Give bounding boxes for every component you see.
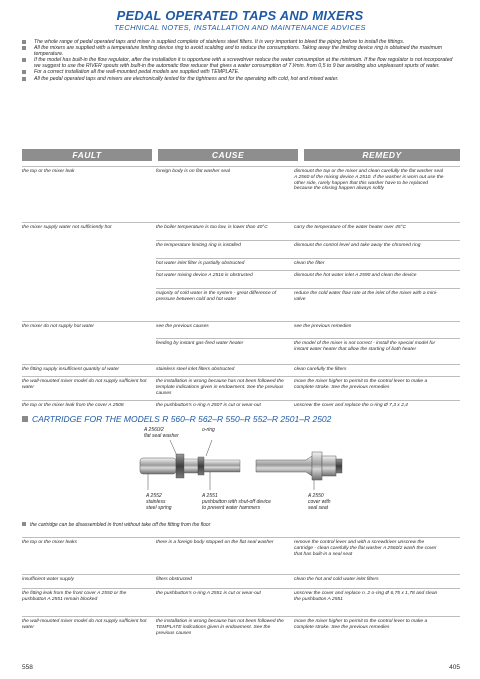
fault-cell: the top or the mixer leak from the cover A 2508 — [22, 403, 124, 408]
remedy-cell: dismount the hot water inlet A 2590 and clean the device — [294, 273, 417, 278]
page-title: PEDAL OPERATED TAPS AND MIXERS — [116, 8, 364, 23]
fault-cell: insufficient water supply — [22, 577, 74, 582]
page-number-right: 405 — [449, 664, 460, 671]
cause-cell: the temperature limiting ring is installed — [156, 243, 241, 248]
fault-cell: the fitting leak from the front cover A 2550 or the pushbutton A 2551 remain blocked — [22, 591, 127, 602]
cause-cell: hot water inlet filter is partially obstructed — [156, 261, 245, 266]
remedy-cell: dismount the top or the mixer and clean carefully the flat washer seal A 2560 of the mixing device A 2510. If the washer is worn out use the other side, rarely happen that this washer have to be replaced because the closing happen always softly — [294, 169, 444, 192]
remedy-cell: remove the control lever and with a screwdriver unscrew the cartridge - clean carefully the flat washer A 2560/2 wash the cover that has built-in a seal seat — [294, 540, 437, 557]
table-row — [22, 537, 460, 572]
cause-cell: the boiler temperature is too low, is lower than 40°C — [156, 225, 268, 230]
label-a2552: A 2552 stainless steel spring — [146, 493, 172, 511]
fault-cell: the top or the mixer leaks — [22, 540, 77, 545]
table-row — [22, 400, 460, 413]
label-a2550: A 2550 cover with seal seat — [308, 493, 331, 511]
cause-cell: stainless steel inlet filters obstructed — [156, 367, 235, 372]
cause-cell: feeding by instant gas-fired water heater — [156, 341, 244, 346]
fault-cell: the top or the mixer leak — [22, 169, 75, 174]
bullet-square-icon — [22, 40, 26, 44]
bullet-square-icon — [22, 77, 26, 81]
bullet-square-icon — [22, 46, 26, 50]
remedy-cell: clean carefully the filters — [294, 367, 347, 372]
table-row — [22, 321, 460, 334]
table-row — [156, 240, 460, 259]
cause-cell: see the previous causes — [156, 324, 209, 329]
remedy-cell: move the mixer higher to permit to the control lever to make a complete stroke. See the previous remedies — [294, 619, 428, 630]
bullet-square-icon — [22, 522, 26, 526]
remedy-cell: carry the temperature of the water heater over 45°C — [294, 225, 407, 230]
remedy-cell: move the mixer higher to permit to the control lever to make a complete stroke. See the previous remedies — [294, 379, 428, 390]
remedy-header: REMEDY — [304, 149, 460, 161]
note-item: All the mixers are supplied with a temperature limiting device ring to avoid scalding and to reduce the consumptions. Taking away the limiting device ring is obtained the maximum temperature. — [22, 45, 460, 57]
cause-cell: the installation is wrong because has not been followed the template indications given in endowment. See the previous causes — [156, 379, 284, 396]
table-row — [156, 288, 460, 313]
cause-cell: the pushbutton's o-ring A 2507 is cut or wear-out — [156, 403, 261, 408]
table-row — [22, 588, 460, 613]
table-row — [22, 166, 460, 223]
cause-cell: the installation is wrong because has not been followed the TEMPLATE indications given in endowment. See the previous causes — [156, 619, 284, 636]
table-row — [156, 338, 460, 363]
note-item: All the pedal operated taps and mixers are electronically tested for the tightness and for the operating with cold, hot and mixed water. — [22, 76, 460, 82]
fault-cell: the wall-mounted mixer model do not supply sufficient hot water — [22, 379, 147, 390]
cause-header: CAUSE — [158, 149, 298, 161]
remedy-cell: see the previous remedies — [294, 324, 352, 329]
remedy-cell: dismount the control level and take away the chromed ring — [294, 243, 421, 248]
page-subtitle: TECHNICAL NOTES, INSTALLATION AND MAINTENANCE ADVICES — [114, 23, 366, 32]
notes-list — [22, 39, 460, 82]
fault-cell: the wall-mounted mixer model do not supply sufficient hot water — [22, 619, 147, 630]
bullet-square-icon — [22, 58, 26, 62]
page-number-left: 558 — [22, 664, 33, 671]
label-a2560-2: A 2560/2 flat seal washer — [144, 427, 179, 439]
note-item: The whole range of pedal operated taps and mixer is supplied complete of stainless steel filters. It is very important to bleed the piping before to install the fittings. — [22, 39, 460, 45]
table-row — [22, 616, 460, 647]
cause-cell: hot water mixing device A 2516 is obstructed — [156, 273, 253, 278]
fault-header: FAULT — [22, 149, 152, 161]
remedy-cell: reduce the cold water flow rate at the inlet of the mixer with a mini-valve — [294, 291, 438, 302]
table-row — [22, 222, 460, 241]
label-o-ring: o-ring — [202, 427, 215, 433]
cartridge-note: the cartridge can be disassembled in front without take off the fitting from the floor — [22, 522, 210, 528]
fault-cell: the mixer do not supply hot water — [22, 324, 95, 329]
note-item: If the model has built-in the flow regulator, after the installation it is opportune with a screwdriver reduce the water consumption at the minimum. If the flow regulator is not incorporated we suggest to use the RIVER spouts with built-in the automatic flow reducer that gives a water consumption of 7 l/min. from 0,5 to 9 bar avoiding also unpleasant spurts of water. — [22, 57, 460, 69]
bullet-square-icon — [22, 416, 28, 422]
cause-cell: foreign body is on flat washer seal — [156, 169, 230, 174]
cause-cell: filters obstructed — [156, 577, 192, 582]
fault-cell: the mixer supply water not sufficiently hot — [22, 225, 112, 230]
label-a2551: A 2551 pushbutton with shut-off device to prevent water hammers — [202, 493, 271, 511]
table-row — [22, 376, 460, 401]
cause-cell: there is a foreign body stopped on the flat seal washer — [156, 540, 274, 545]
remedy-cell: unscrew the cover and replace the o-ring Ø 7,3 x 2,4 — [294, 403, 408, 408]
cause-cell: majority of cold water in the system - great difference of pressure between cold and hot water — [156, 291, 277, 302]
cartridge-heading: CARTRIDGE FOR THE MODELS R 560–R 562–R 550–R 552–R 2501–R 2502 — [22, 414, 331, 424]
table-row — [22, 574, 460, 587]
note-item: For a correct installation all the wall-mounted pedal models are supplied with TEMPLATE. — [22, 69, 460, 75]
cause-cell: the pushbutton's o-ring A 2551 is cut or wear-out — [156, 591, 261, 596]
remedy-cell: clean the filter — [294, 261, 325, 266]
remedy-cell: the model of the mixer is not correct - install the special model for instant water heater that allow the starting of bath heater — [294, 341, 436, 352]
fault-cell: the fitting supply insufficient quantity of water — [22, 367, 120, 372]
table-row — [156, 270, 460, 289]
bullet-square-icon — [22, 70, 26, 74]
cartridge-drawing — [130, 440, 350, 492]
remedy-cell: unscrew the cover and replace n. 2 o-ring Ø 6,75 x 1,78 and clean the pushbutton A 2551 — [294, 591, 438, 602]
remedy-cell: clean the hot and cold water inlet filters — [294, 577, 379, 582]
